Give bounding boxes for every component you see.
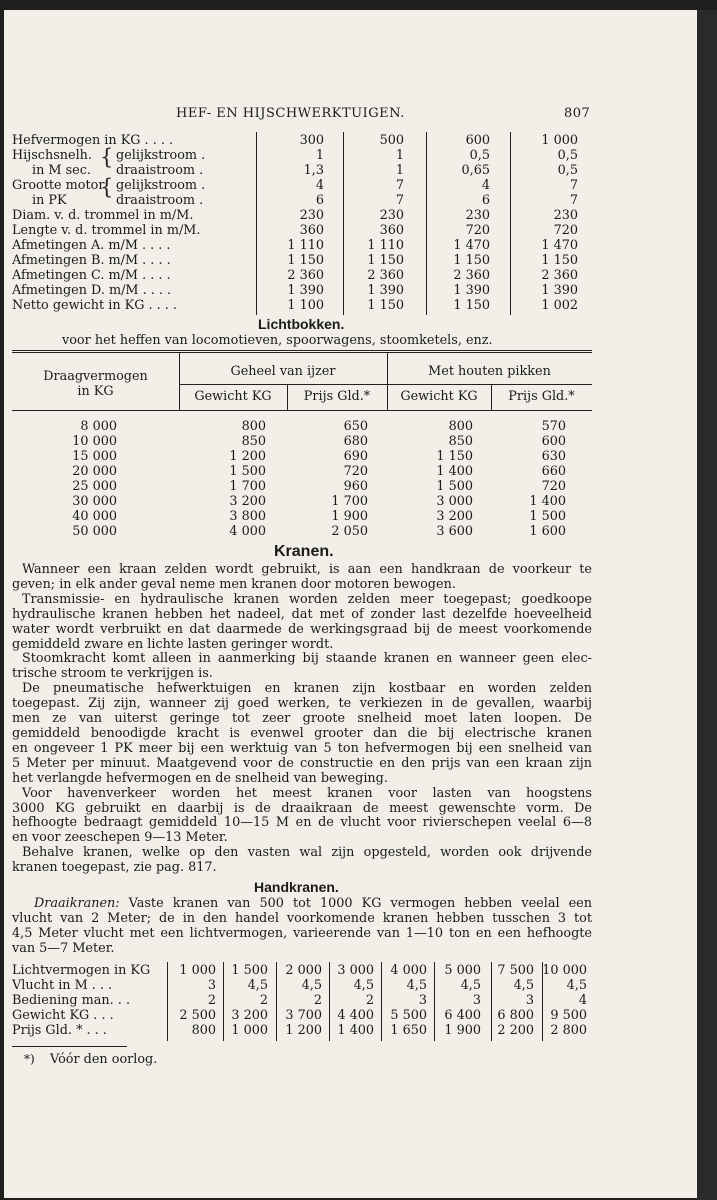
table-cell: 1 110 (287, 238, 324, 253)
table-row-label: in PK (32, 193, 67, 208)
table-cell: 1 600 (529, 524, 566, 539)
table-cell: 7 500 (497, 963, 534, 978)
table-cell: 50 000 (72, 524, 117, 539)
table-cell: 1 150 (287, 253, 324, 268)
table-cell: 4 000 (390, 963, 427, 978)
table-cell: 2 360 (453, 268, 490, 283)
table-cell: 1 900 (444, 1023, 481, 1038)
table-row-label: Lengte v. d. trommel in m/M. (12, 223, 201, 238)
table-rule (179, 384, 592, 385)
table-cell: 1 900 (331, 509, 368, 524)
table-cell: 1 700 (229, 479, 266, 494)
table-cell: 2 500 (179, 1008, 216, 1023)
table-cell: 6 400 (444, 1008, 481, 1023)
table-cell: 7 (395, 178, 404, 193)
page-number: 807 (564, 106, 591, 121)
table-cell: 570 (541, 419, 566, 434)
book-page (4, 10, 697, 1198)
text-line: 3000 KG gebruikt en daarbij is de draaikraan de meest gewenschte vorm. De (12, 800, 592, 816)
table-cell: 3 200 (231, 1008, 268, 1023)
table-cell: 1 000 (541, 133, 578, 148)
table-cell: 1 400 (436, 464, 473, 479)
text-line: Stoomkracht komt alleen in aanmerking bij staande kranen en wanneer geen elec- (22, 651, 592, 667)
column-header: Gewicht KG (400, 389, 478, 404)
table-cell: 0,65 (461, 163, 490, 178)
table-cell: 0,5 (557, 148, 578, 163)
table-row-label: Vlucht in M . . . (12, 978, 113, 993)
table-cell: 25 000 (72, 479, 117, 494)
table-cell: 3 200 (436, 509, 473, 524)
column-header: Prijs Gld.* (303, 389, 371, 404)
table-cell: 1,3 (303, 163, 324, 178)
page-edge-shadow (697, 10, 717, 1200)
text-line: Behalve kranen, welke op den vasten wal zijn opgesteld, worden ook drijvende (22, 845, 592, 861)
table-cell: 7 (395, 193, 404, 208)
table-cell: 0,5 (469, 148, 490, 163)
table-cell: 10 000 (542, 963, 587, 978)
table-rule (12, 410, 592, 411)
table-cell: 2 000 (285, 963, 322, 978)
table-cell: 30 000 (72, 494, 117, 509)
table-cell: 3 (525, 993, 534, 1008)
table-rule (12, 350, 592, 351)
table-cell: 7 (569, 178, 578, 193)
table-cell: 680 (343, 434, 368, 449)
table-cell: 1 390 (287, 283, 324, 298)
text-line: en ongeveer 1 PK meer bij een werktuig van 5 ton hefvermogen bij een snelheid van (12, 740, 592, 756)
table-cell: 4 (315, 178, 324, 193)
table-row-label: Lichtvermogen in KG (12, 963, 151, 978)
table-cell: 2 (313, 993, 322, 1008)
table-cell: 2 (259, 993, 268, 1008)
table-cell: 1 500 (529, 509, 566, 524)
table-cell: 4,5 (301, 978, 322, 993)
table-cell: 1 002 (541, 298, 578, 313)
table-sublabel: draaistroom . (116, 163, 204, 178)
table-cell: 300 (299, 133, 324, 148)
table-cell: 10 000 (72, 434, 117, 449)
text-line: hefhoogte bedraagt gemiddeld 10—15 M en de vlucht voor rivierschepen veelal 6—8 (12, 815, 592, 831)
table-cell: 650 (343, 419, 368, 434)
table-cell: 4,5 (247, 978, 268, 993)
column-header: Gewicht KG (194, 389, 272, 404)
table-cell: 1 200 (285, 1023, 322, 1038)
table-cell: 0,5 (557, 163, 578, 178)
table-cell: 850 (448, 434, 473, 449)
column-header: Prijs Gld.* (508, 389, 575, 404)
table-cell: 4 000 (229, 524, 266, 539)
table-cell: 2 360 (367, 268, 404, 283)
column-group-header: Geheel van ijzer (230, 364, 336, 379)
section-title-kranen: Kranen. (274, 543, 334, 560)
table-cell: 1 (315, 148, 324, 163)
table-cell: 230 (553, 208, 578, 223)
running-header: HEF- EN HIJSCHWERKTUIGEN. (176, 106, 405, 121)
text-line: geven; in elk ander geval neme men kranen door motoren bewogen. (12, 576, 456, 592)
table-cell: 3 700 (285, 1008, 322, 1023)
table-cell: 1 150 (367, 253, 404, 268)
section-title-handkranen: Handkranen. (254, 879, 339, 895)
brace-icon: { (100, 175, 114, 199)
table-row-label: Hefvermogen in KG . . . . (12, 133, 174, 148)
table-cell: 1 150 (541, 253, 578, 268)
table-cell: 1 500 (229, 464, 266, 479)
table-cell: 8 000 (80, 419, 117, 434)
handkranen-text (12, 897, 592, 957)
section-title-lichtbokken: Lichtbokken. (258, 316, 345, 332)
table-cell: 720 (465, 223, 490, 238)
table-cell: 1 100 (287, 298, 324, 313)
text-line: Wanneer een kraan zelden wordt gebruikt, is aan een handkraan de voorkeur te (22, 562, 592, 577)
table-cell: 1 110 (367, 238, 404, 253)
table-cell: 7 (569, 193, 578, 208)
table-cell: 6 (315, 193, 324, 208)
table-row-label: Afmetingen B. m/M . . . . (12, 253, 171, 268)
table-cell: 500 (379, 133, 404, 148)
table-cell: 20 000 (72, 464, 117, 479)
table-cell: 5 000 (444, 963, 481, 978)
table-cell: 960 (343, 479, 368, 494)
table-cell: 4,5 (353, 978, 374, 993)
table-cell: 1 150 (367, 298, 404, 313)
table-cell: 1 000 (179, 963, 216, 978)
table-cell: 1 (395, 163, 404, 178)
table-cell: 1 400 (337, 1023, 374, 1038)
table-cell: 1 390 (541, 283, 578, 298)
text-line: en voor zeeschepen 9—13 Meter. (12, 830, 228, 846)
table-cell: 2 200 (497, 1023, 534, 1038)
table-cell: 4 (578, 993, 587, 1008)
table-cell: 2 (207, 993, 216, 1008)
table-cell: 1 500 (436, 479, 473, 494)
footnote-rule (12, 1046, 127, 1047)
text-line: De pneumatische hefwerktuigen en kranen zijn kostbaar en worden zelden (22, 681, 592, 697)
footnote-mark: *) (24, 1052, 35, 1066)
table-row-label: Afmetingen A. m/M . . . . (12, 238, 171, 253)
table-cell: 3 (207, 978, 216, 993)
table-cell: 1 470 (541, 238, 578, 253)
table-row-label: Hijschsnelh. (12, 148, 92, 163)
text-line: gemiddeld zware en lichte lasten geringer wordt. (12, 636, 334, 652)
table-cell: 2 360 (541, 268, 578, 283)
text-line: Transmissie- en hydraulische kranen worden zelden meer toegepast; goedkoope (22, 591, 592, 607)
table-cell: 230 (465, 208, 490, 223)
text-line: 5 Meter per minuut. Maatgevend voor de constructie en den prijs van een kraan zijn (12, 755, 592, 771)
text-line: men ze van uiterst geringe tot zeer groote snelheid moet laten loopen. De (12, 711, 592, 727)
section-subtitle: voor het heffen van locomotieven, spoorwagens, stoomketels, enz. (62, 333, 493, 348)
table-cell: 4 400 (337, 1008, 374, 1023)
table-cell: 850 (241, 434, 266, 449)
table-cell: 800 (191, 1023, 216, 1038)
table-rule (12, 352, 592, 353)
table-cell: 360 (299, 223, 324, 238)
table-cell: 3 (418, 993, 427, 1008)
italic-lead: Draaikranen: (34, 896, 120, 911)
table-cell: 1 390 (367, 283, 404, 298)
table-cell: 600 (465, 133, 490, 148)
table-cell: 3 800 (229, 509, 266, 524)
table-cell: 660 (541, 464, 566, 479)
table-cell: 4,5 (460, 978, 481, 993)
column-group-header: Met houten pikken (428, 364, 551, 379)
table-cell: 360 (379, 223, 404, 238)
table-row-label: Afmetingen C. m/M . . . . (12, 268, 171, 283)
table-cell: 5 500 (390, 1008, 427, 1023)
table-cell: 1 700 (331, 494, 368, 509)
table-row-label: Prijs Gld. * . . . (12, 1023, 107, 1038)
table-cell: 690 (343, 449, 368, 464)
table-cell: 40 000 (72, 509, 117, 524)
table-cell: 4,5 (566, 978, 587, 993)
table-row-label: Bediening man. . . (12, 993, 131, 1008)
table-cell: 4,5 (513, 978, 534, 993)
table-cell: 1 650 (390, 1023, 427, 1038)
table-cell: 1 400 (529, 494, 566, 509)
text-line: trische stroom te verkrijgen is. (12, 666, 213, 682)
table-cell: 2 800 (550, 1023, 587, 1038)
text-line: Voor havenverkeer worden het meest kranen voor lasten van hoogstens (22, 785, 592, 801)
table-cell: 9 500 (550, 1008, 587, 1023)
table-cell: 1 200 (229, 449, 266, 464)
table-cell: 1 500 (231, 963, 268, 978)
table-cell: 6 (481, 193, 490, 208)
table-cell: 1 470 (453, 238, 490, 253)
table-cell: 230 (299, 208, 324, 223)
table-sublabel: draaistroom . (116, 193, 204, 208)
table-cell: 3 200 (229, 494, 266, 509)
column-header: in KG (77, 384, 114, 399)
text-line (12, 897, 592, 912)
table-cell: 1 390 (453, 283, 490, 298)
table-row-label: Netto gewicht in KG . . . . (12, 298, 177, 313)
table-cell: 3 (472, 993, 481, 1008)
table-cell: 3 000 (337, 963, 374, 978)
table-cell: 2 360 (287, 268, 324, 283)
text-line: 4,5 Meter vlucht met een lichtvermogen, varieerende van 1—10 ton en een hefhoogte (12, 925, 592, 941)
table-cell: 720 (343, 464, 368, 479)
table-cell: 720 (553, 223, 578, 238)
table-cell: 600 (541, 434, 566, 449)
table-row-label: Gewicht KG . . . (12, 1008, 114, 1023)
table-row-label: Afmetingen D. m/M . . . . (12, 283, 172, 298)
table-cell: 1 (395, 148, 404, 163)
text-fragment: Vaste kranen van 500 tot 1000 KG vermogen hebben veelal een (128, 896, 592, 911)
table-sublabel: gelijkstroom . (116, 178, 206, 193)
table-cell: 800 (241, 419, 266, 434)
kranen-text (12, 563, 592, 876)
footnote-text: Vóór den oorlog. (50, 1052, 158, 1067)
table-cell: 1 150 (436, 449, 473, 464)
table-cell: 3 000 (436, 494, 473, 509)
text-line: toegepast. Zij zijn, wanneer zij goed werken, te verkiezen in de gevallen, waarbij (12, 696, 592, 712)
text-line: van 5—7 Meter. (12, 940, 115, 956)
table-sublabel: gelijkstroom . (116, 148, 206, 163)
table-cell: 800 (448, 419, 473, 434)
table-row-label: in M sec. (32, 163, 91, 178)
table-cell: 6 800 (497, 1008, 534, 1023)
table-cell: 1 150 (453, 253, 490, 268)
text-line: het verlangde hefvermogen en de snelheid van beweging. (12, 770, 388, 786)
table-cell: 15 000 (72, 449, 117, 464)
text-line: vlucht van 2 Meter; de in den handel voorkomende kranen hebben tusschen 3 tot (12, 910, 592, 926)
table-row-label: Grootte motor (12, 178, 105, 193)
table-cell: 230 (379, 208, 404, 223)
table-cell: 1 150 (453, 298, 490, 313)
table-row-label: Diam. v. d. trommel in m/M. (12, 208, 194, 223)
table-cell: 3 600 (436, 524, 473, 539)
table-cell: 720 (541, 479, 566, 494)
table-cell: 2 (365, 993, 374, 1008)
text-line: hydraulische kranen hebben het nadeel, dat met of zonder last dezelfde hoeveelheid (12, 606, 592, 622)
table-cell: 630 (541, 449, 566, 464)
column-header: Draagvermogen (43, 369, 148, 384)
brace-icon: { (100, 145, 114, 169)
table-cell: 4 (481, 178, 490, 193)
table-cell: 2 050 (331, 524, 368, 539)
text-line: gemiddeld benoodigde kracht is evenwel grooter dan die bij electrische kranen (12, 725, 592, 741)
text-line: water wordt verbruikt en dat daarmede de werkingsgraad bij de meest voorkomende (12, 621, 592, 637)
table-cell: 1 000 (231, 1023, 268, 1038)
text-line: kranen toegepast, zie pag. 817. (12, 860, 217, 876)
table-cell: 4,5 (406, 978, 427, 993)
